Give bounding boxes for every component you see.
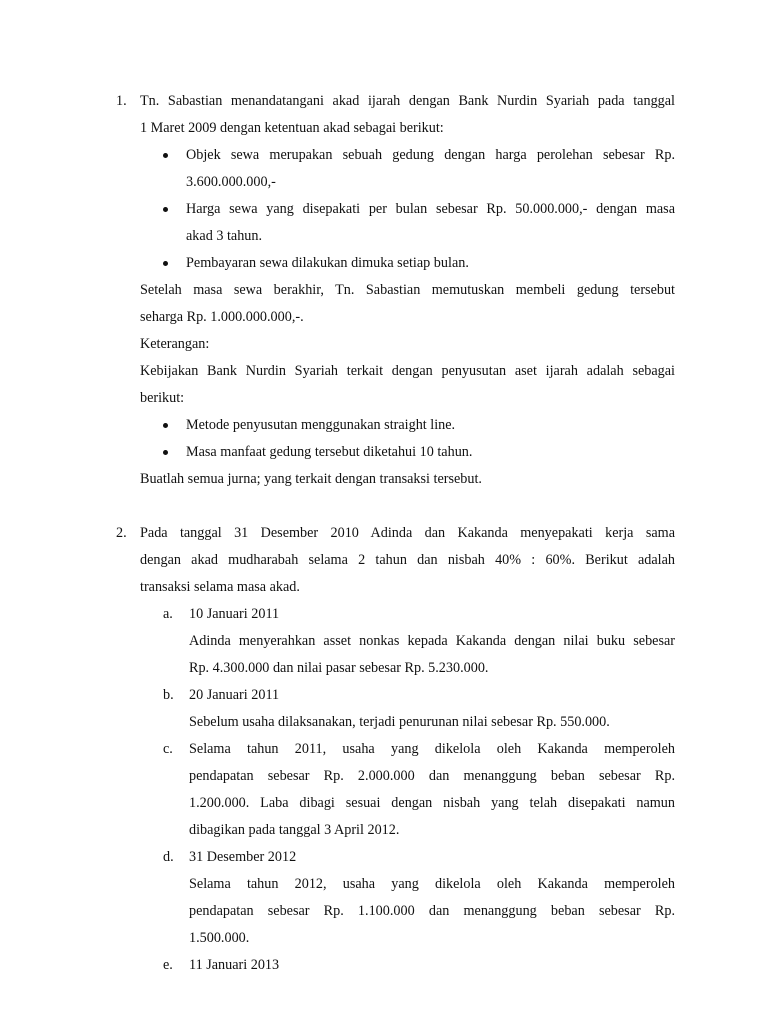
q1-after-line1: Setelah masa sewa berakhir, Tn. Sabastian memutuskan membeli gedung tersebut: [140, 282, 675, 298]
q1-keterangan: Keterangan:: [140, 336, 210, 352]
q1-bullet1-line2: 3.600.000.000,-: [186, 174, 276, 190]
q1-after-line2: seharga Rp. 1.000.000.000,-.: [140, 309, 304, 325]
q2-item-a-line1: Adinda menyerahkan asset nonkas kepada Kakanda dengan nilai buku sebesar: [189, 633, 675, 649]
q2-item-d-line1: Selama tahun 2012, usaha yang dikelola oleh Kakanda memperoleh: [189, 876, 675, 892]
bullet-dot: [163, 261, 168, 266]
q1-intro-line1: Tn. Sabastian menandatangani akad ijarah dengan Bank Nurdin Syariah pada tanggal: [140, 93, 675, 109]
q1-policy-bullet2: Masa manfaat gedung tersebut diketahui 10 tahun.: [186, 444, 473, 460]
q2-item-c-head: Selama tahun 2011, usaha yang dikelola oleh Kakanda memperoleh: [189, 741, 675, 757]
bullet-dot: [163, 450, 168, 455]
q2-intro-line2: dengan akad mudharabah selama 2 tahun dan nisbah 40% : 60%. Berikut adalah: [140, 552, 675, 568]
q2-item-d-letter: d.: [163, 849, 174, 865]
q1-intro-line2: 1 Maret 2009 dengan ketentuan akad sebagai berikut:: [140, 120, 444, 136]
q1-policy-line1: Kebijakan Bank Nurdin Syariah terkait dengan penyusutan aset ijarah adalah sebagai: [140, 363, 675, 379]
bullet-dot: [163, 207, 168, 212]
q2-item-e-letter: e.: [163, 957, 173, 973]
q1-policy-line2: berikut:: [140, 390, 185, 406]
q2-item-c-line2: 1.200.000. Laba dibagi sesuai dengan nisbah yang telah disepakati namun: [189, 795, 675, 811]
q1-number: 1.: [116, 93, 127, 109]
q1-bullet1-line1: Objek sewa merupakan sebuah gedung dengan harga perolehan sebesar Rp.: [186, 147, 675, 163]
q2-item-d-line3: 1.500.000.: [189, 930, 250, 946]
bullet-dot: [163, 153, 168, 158]
q2-item-b-line1: Sebelum usaha dilaksanakan, terjadi penurunan nilai sebesar Rp. 550.000.: [189, 714, 610, 730]
q2-item-e-head: 11 Januari 2013: [189, 957, 280, 973]
q2-intro-line3: transaksi selama masa akad.: [140, 579, 300, 595]
q2-item-a-line2: Rp. 4.300.000 dan nilai pasar sebesar Rp. 5.230.000.: [189, 660, 489, 676]
q2-item-b-letter: b.: [163, 687, 174, 703]
q2-item-d-head: 31 Desember 2012: [189, 849, 297, 865]
q2-item-d-line2: pendapatan sebesar Rp. 1.100.000 dan menanggung beban sebesar Rp.: [189, 903, 675, 919]
q2-item-b-head: 20 Januari 2011: [189, 687, 280, 703]
q1-instruction: Buatlah semua jurna; yang terkait dengan transaksi tersebut.: [140, 471, 482, 487]
q2-number: 2.: [116, 525, 127, 541]
q2-item-a-letter: a.: [163, 606, 173, 622]
q1-policy-bullet1: Metode penyusutan menggunakan straight line.: [186, 417, 456, 433]
q2-item-a-head: 10 Januari 2011: [189, 606, 280, 622]
q2-intro-line1: Pada tanggal 31 Desember 2010 Adinda dan Kakanda menyepakati kerja sama: [140, 525, 675, 541]
q1-bullet2-line1: Harga sewa yang disepakati per bulan sebesar Rp. 50.000.000,- dengan masa: [186, 201, 675, 217]
q2-item-c-letter: c.: [163, 741, 173, 757]
q1-bullet2-line2: akad 3 tahun.: [186, 228, 263, 244]
bullet-dot: [163, 423, 168, 428]
q1-bullet3-line1: Pembayaran sewa dilakukan dimuka setiap bulan.: [186, 255, 469, 271]
q2-item-c-line3: dibagikan pada tanggal 3 April 2012.: [189, 822, 400, 838]
q2-item-c-line1: pendapatan sebesar Rp. 2.000.000 dan menanggung beban sebesar Rp.: [189, 768, 675, 784]
